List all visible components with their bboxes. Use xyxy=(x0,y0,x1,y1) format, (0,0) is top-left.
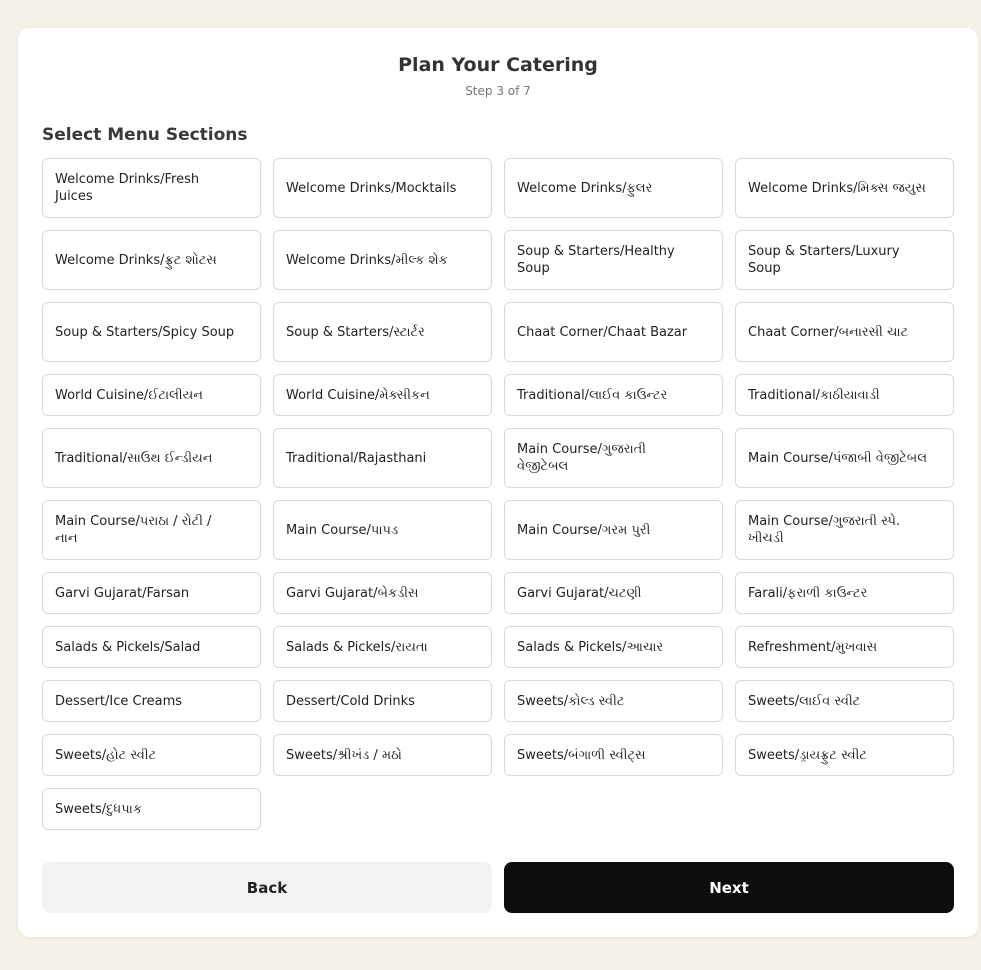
option-label: World Cuisine/મેક્સીકન xyxy=(286,387,430,403)
option-label: Sweets/હોટ સ્વીટ xyxy=(55,747,157,763)
menu-section-option[interactable] xyxy=(735,428,954,488)
menu-section-option[interactable] xyxy=(504,626,723,668)
option-label: Welcome Drinks/ફ્રુટ શોટસ xyxy=(55,252,217,268)
option-label: Garvi Gujarat/બેકડીસ xyxy=(286,585,419,601)
menu-section-grid xyxy=(42,158,954,830)
option-label: Main Course/પાપડ xyxy=(286,522,399,538)
option-label: Welcome Drinks/ફુલર xyxy=(517,180,653,196)
option-label: Traditional/લાઈવ કાઉન્ટર xyxy=(517,387,668,403)
option-label: Refreshment/મુખવાસ xyxy=(748,639,878,655)
option-label: Dessert/Ice Creams xyxy=(55,693,183,709)
menu-section-option[interactable] xyxy=(42,680,261,722)
menu-section-option[interactable] xyxy=(273,500,492,560)
option-label: Traditional/કાઠીયાવાડી xyxy=(748,387,880,403)
menu-section-option[interactable] xyxy=(273,158,492,218)
menu-section-option[interactable] xyxy=(273,374,492,416)
option-label: Salads & Pickels/આચાર xyxy=(517,639,664,655)
option-label: Soup & Starters/Luxury Soup xyxy=(748,244,900,276)
menu-section-option[interactable] xyxy=(735,302,954,362)
menu-section-option[interactable] xyxy=(42,374,261,416)
menu-section-option[interactable] xyxy=(504,230,723,290)
option-label: Garvi Gujarat/ચટણી xyxy=(517,585,642,601)
menu-section-option[interactable] xyxy=(504,428,723,488)
menu-section-option[interactable] xyxy=(504,158,723,218)
option-label: Sweets/ડ્રાયફ્રુટ સ્વીટ xyxy=(748,747,867,763)
option-label: Welcome Drinks/Mocktails xyxy=(286,180,457,196)
option-label: Main Course/પરાઠા / રોટી / નાન xyxy=(55,514,212,546)
wizard-footer xyxy=(42,862,954,913)
menu-section-option[interactable] xyxy=(42,158,261,218)
option-label: Sweets/દુધપાક xyxy=(55,801,142,817)
option-label: Dessert/Cold Drinks xyxy=(286,693,415,709)
menu-section-option[interactable] xyxy=(42,572,261,614)
option-label: Welcome Drinks/મીલ્ક શેક xyxy=(286,252,448,268)
menu-section-option[interactable] xyxy=(504,734,723,776)
option-label: Soup & Starters/સ્ટાર્ટર xyxy=(286,324,425,340)
menu-section-option[interactable] xyxy=(42,788,261,830)
option-label: Salads & Pickels/રાયતા xyxy=(286,639,428,655)
menu-section-option[interactable] xyxy=(273,230,492,290)
page-title: Plan Your Catering xyxy=(398,54,598,76)
menu-section-option[interactable] xyxy=(42,230,261,290)
option-label: Sweets/કોલ્ડ સ્વીટ xyxy=(517,693,625,709)
menu-section-option[interactable] xyxy=(42,500,261,560)
menu-section-option[interactable] xyxy=(735,626,954,668)
menu-section-option[interactable] xyxy=(273,428,492,488)
back-button[interactable]: Back xyxy=(42,862,492,913)
option-label: Welcome Drinks/Fresh Juices xyxy=(55,172,200,204)
option-label: Sweets/શ્રીખંડ / મઠો xyxy=(286,747,402,763)
option-label: Salads & Pickels/Salad xyxy=(55,639,201,655)
menu-section-option[interactable] xyxy=(735,230,954,290)
menu-section-option[interactable] xyxy=(735,572,954,614)
option-label: World Cuisine/ઈટાલીયન xyxy=(55,387,203,403)
step-indicator: Step 3 of 7 xyxy=(465,84,531,98)
next-button[interactable]: Next xyxy=(504,862,954,913)
menu-section-option[interactable] xyxy=(273,302,492,362)
option-label: Main Course/ગુજરાતી વેજીટેબલ xyxy=(517,442,646,474)
menu-section-option[interactable] xyxy=(42,626,261,668)
menu-section-option[interactable] xyxy=(273,572,492,614)
section-heading: Select Menu Sections xyxy=(42,125,248,145)
menu-section-option[interactable] xyxy=(42,428,261,488)
catering-card xyxy=(18,28,978,937)
option-label: Garvi Gujarat/Farsan xyxy=(55,585,190,601)
menu-section-option[interactable] xyxy=(42,302,261,362)
option-label: Traditional/સાઉથ ઈન્ડીયન xyxy=(55,450,213,466)
option-label: Soup & Starters/Healthy Soup xyxy=(517,244,675,276)
menu-section-option[interactable] xyxy=(504,572,723,614)
menu-section-option[interactable] xyxy=(504,302,723,362)
menu-section-option[interactable] xyxy=(735,158,954,218)
menu-section-option[interactable] xyxy=(735,734,954,776)
menu-section-option[interactable] xyxy=(504,680,723,722)
option-label: Soup & Starters/Spicy Soup xyxy=(55,324,235,340)
menu-section-option[interactable] xyxy=(273,626,492,668)
option-label: Chaat Corner/બનારસી ચાટ xyxy=(748,324,909,340)
menu-section-option[interactable] xyxy=(735,500,954,560)
option-label: Farali/ફરાળી કાઉન્ટર xyxy=(748,585,868,601)
menu-section-option[interactable] xyxy=(273,680,492,722)
option-label: Sweets/લાઈવ સ્વીટ xyxy=(748,693,861,709)
menu-section-option[interactable] xyxy=(42,734,261,776)
option-label: Sweets/બંગાળી સ્વીટ્સ xyxy=(517,747,646,763)
option-label: Main Course/પંજાબી વેજીટેબલ xyxy=(748,450,928,466)
option-label: Main Course/ગુજરાતી સ્પે. ખીચડી xyxy=(748,514,901,546)
option-label: Traditional/Rajasthani xyxy=(286,450,427,466)
menu-section-option[interactable] xyxy=(504,374,723,416)
option-label: Welcome Drinks/મિક્સ જયુસ xyxy=(748,180,926,196)
menu-section-option[interactable] xyxy=(735,680,954,722)
menu-section-option[interactable] xyxy=(273,734,492,776)
menu-section-option[interactable] xyxy=(735,374,954,416)
option-label: Main Course/ગરમ પુરી xyxy=(517,522,651,538)
menu-section-option[interactable] xyxy=(504,500,723,560)
option-label: Chaat Corner/Chaat Bazar xyxy=(517,324,688,340)
